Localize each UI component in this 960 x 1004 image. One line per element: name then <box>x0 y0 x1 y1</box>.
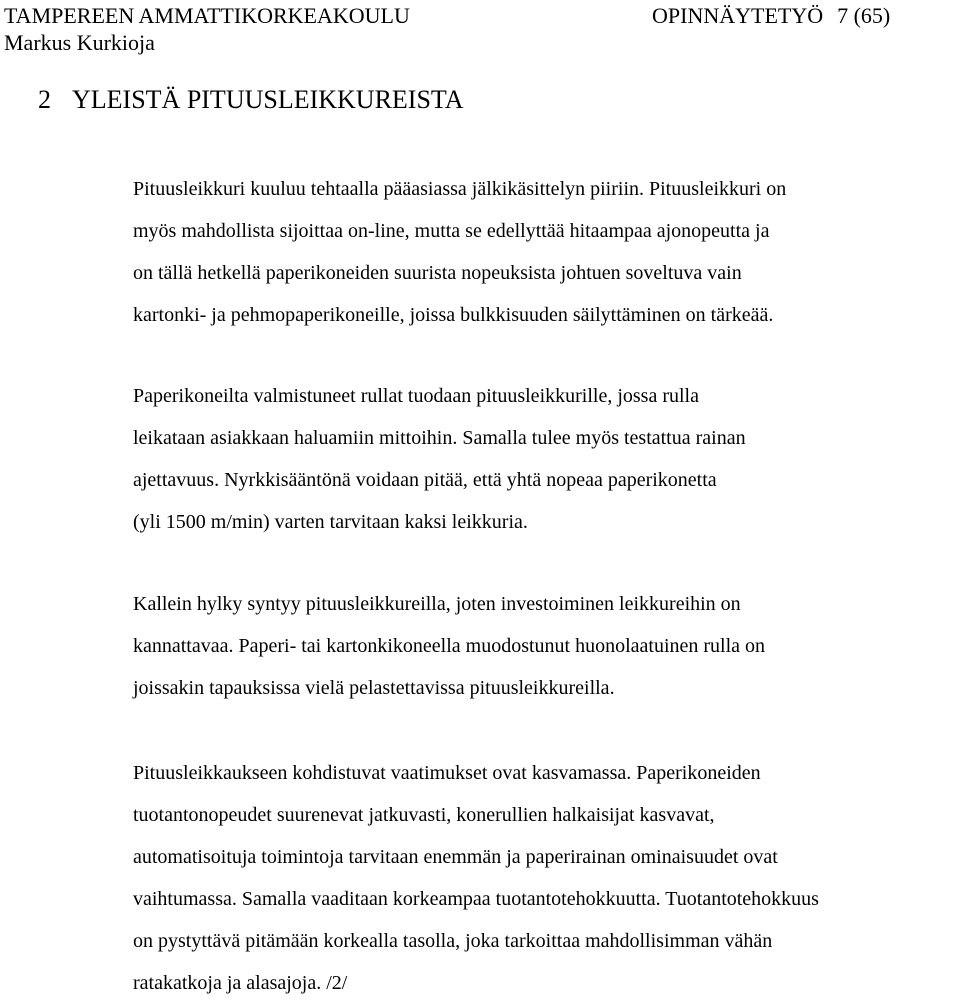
paragraph-line: Kallein hylky syntyy pituusleikkureilla, joten investoiminen leikkureihin on <box>133 593 741 615</box>
paragraph-line: automatisoituja toimintoja tarvitaan enemmän ja paperirainan ominaisuudet ovat <box>133 846 778 868</box>
section-heading <box>38 84 464 116</box>
paragraph-line: leikataan asiakkaan haluamiin mittoihin. Samalla tulee myös testattua rainan <box>133 427 746 449</box>
running-header-right <box>652 2 890 29</box>
paragraph-line: ratakatkoja ja alasajoja. /2/ <box>133 972 348 994</box>
paragraph-line: vaihtumassa. Samalla vaaditaan korkeampaa tuotantotehokkuutta. Tuotantotehokkuus <box>133 888 819 910</box>
institution-name: TAMPEREEN AMMATTIKORKEAKOULU <box>4 3 410 28</box>
paragraph-line: Pituusleikkaukseen kohdistuvat vaatimukset ovat kasvamassa. Paperikoneiden <box>133 762 761 784</box>
paragraph-line: tuotantonopeudet suurenevat jatkuvasti, konerullien halkaisijat kasvavat, <box>133 804 715 826</box>
document-type: OPINNÄYTETYÖ <box>652 3 824 28</box>
paragraph-4 <box>133 752 960 1004</box>
paragraph-line: joissakin tapauksissa vielä pelastettavissa pituusleikkureilla. <box>133 677 615 699</box>
paragraph-line: on tällä hetkellä paperikoneiden suurista nopeuksista johtuen soveltuva vain <box>133 262 742 284</box>
paragraph-line: kartonki- ja pehmopaperikoneille, joissa bulkkisuuden säilyttäminen on tärkeää. <box>133 304 774 326</box>
section-number: 2 <box>38 85 51 114</box>
paragraph-line: kannattavaa. Paperi- tai kartonkikoneella muodostunut huonolaatuinen rulla on <box>133 635 766 657</box>
paragraph-line: myös mahdollista sijoittaa on-line, mutta se edellyttää hitaampaa ajonopeutta ja <box>133 220 770 242</box>
author-name: Markus Kurkioja <box>4 30 155 55</box>
paragraph-line: on pystyttävä pitämään korkealla tasolla, joka tarkoittaa mahdollisimman vähän <box>133 930 773 952</box>
paragraph-line: (yli 1500 m/min) varten tarvitaan kaksi leikkuria. <box>133 511 528 533</box>
paragraph-3 <box>133 583 960 709</box>
paragraph-line: ajettavuus. Nyrkkisääntönä voidaan pitää, että yhtä nopeaa paperikonetta <box>133 469 717 491</box>
paragraph-line: Pituusleikkuri kuuluu tehtaalla pääasiassa jälkikäsittelyn piiriin. Pituusleikkuri on <box>133 178 787 200</box>
page-number: 7 (65) <box>837 3 891 28</box>
paragraph-1 <box>133 168 960 336</box>
paragraph-line: Paperikoneilta valmistuneet rullat tuodaan pituusleikkurille, jossa rulla <box>133 385 699 407</box>
section-title: YLEISTÄ PITUUSLEIKKUREISTA <box>72 85 464 114</box>
paragraph-2 <box>133 375 960 543</box>
running-header-left <box>4 2 410 56</box>
